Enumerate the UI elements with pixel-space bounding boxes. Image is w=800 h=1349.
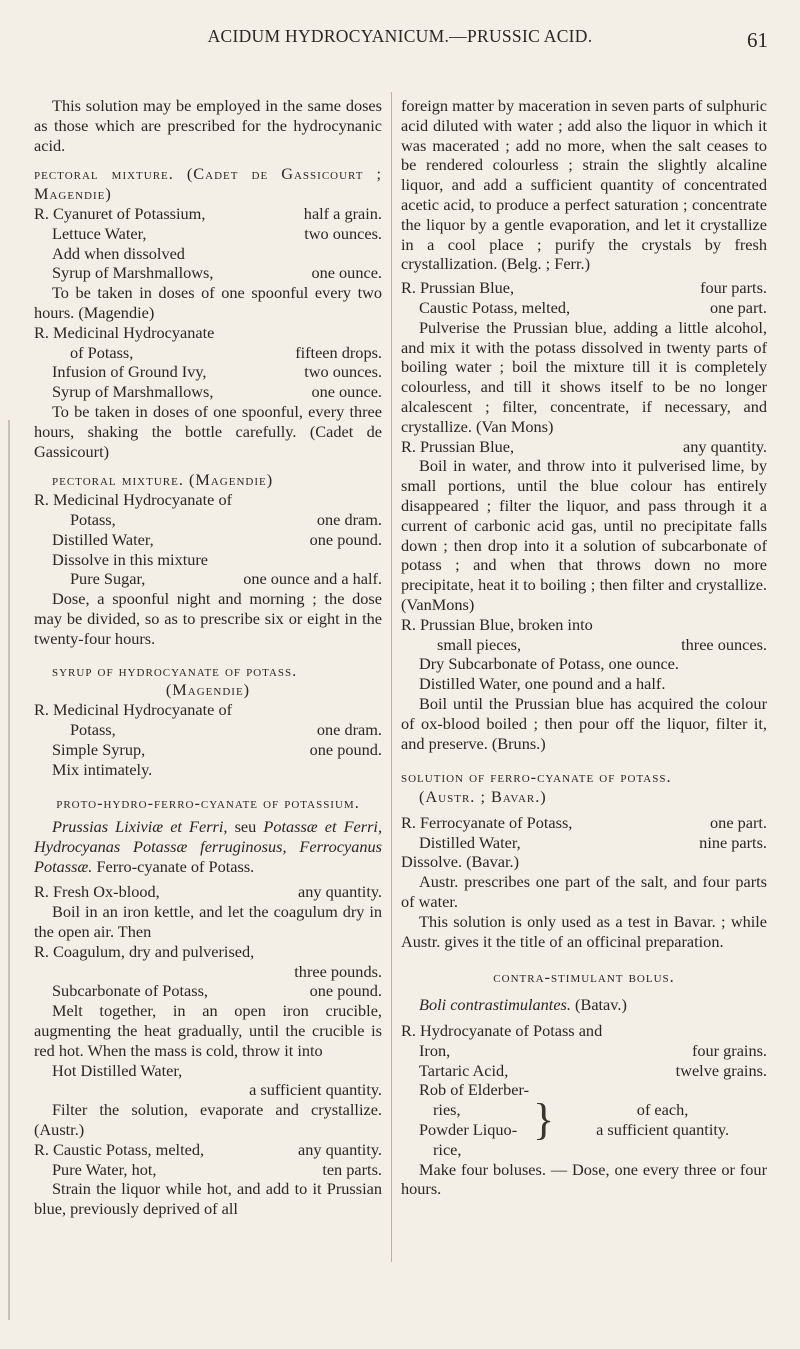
instruction-paragraph: Filter the solution, evaporate and crystallize. (Austr.) [34, 1100, 382, 1140]
heading-contra-stimulant: contra-stimulant bolus. [493, 967, 675, 987]
recipe-line: R. Fresh Ox-blood, any quantity. [34, 882, 382, 902]
recipe-line: Caustic Potass, melted, one part. [419, 297, 767, 317]
instruction-paragraph: Dose, a spoonful night and morning ; the dose may be divided, so as to prescribe six or eight in the twenty-four hours. [34, 589, 382, 648]
recipe-line: of Potass, fifteen drops. [70, 342, 382, 362]
instruction-line: Dissolve in this mixture [52, 549, 209, 569]
recipe-line: Lettuce Water, two ounces. [52, 223, 382, 243]
running-header: ACIDUM HYDROCYANICUM.—PRUSSIC ACID. [207, 26, 593, 46]
recipe-line: Pure Water, hot, ten parts. [52, 1159, 382, 1179]
page-edge-shadow [8, 420, 10, 1320]
instruction-paragraph: To be taken in doses of one spoonful every two hours. (Magendie) [34, 283, 382, 322]
instruction-paragraph: Boil until the Prussian blue has acquired the colour of ox-blood boiled ; then pour off the liquor, filter it, and preserve. (Bruns.) [401, 693, 767, 753]
recipe-line: Pure Sugar, one ounce and a half. [70, 569, 382, 589]
recipe-qty: three pounds. [294, 961, 382, 981]
instruction-paragraph: Austr. prescribes one part of the salt, and four parts of water. [401, 872, 767, 912]
instruction-paragraph: Pulverise the Prussian blue, adding a little alcohol, and mix it with the potass dissolved in twenty parts of boiling water ; boil the mixture till it is completely colourless, and till it shows itself to be no longer alcalescent ; filter, concentrate, if necessary, and crystallize. (Van Mons) [401, 317, 767, 436]
synonyms-paragraph: Prussias Lixiviæ et Ferri, seu Potassæ et Ferri, Hydrocyanas Potassæ ferruginosus, Ferrocyanus Potassæ. Ferro-cyanate of Potass. [34, 817, 383, 876]
recipe-line: R. Caustic Potass, melted, any quantity. [34, 1139, 382, 1159]
left-column [34, 96, 382, 1219]
recipe-line: R. Medicinal Hydrocyanate of [34, 490, 233, 510]
instruction-paragraph: Boil in water, and throw into it pulverised lime, by small portions, until the blue colour has entirely disappeared ; filter the liquor, and pass through it a current of carbonic acid gas, until no precipitate falls down ; then drop into it a solution of subcarbonate of potass ; and when that throws down no more precipitate, heat it to boiling ; then filter and crystallize. (VanMons) [401, 456, 767, 614]
recipe-line: R. Cyanuret of Potassium, half a grain. [34, 203, 382, 223]
recipe-line: R. Medicinal Hydrocyanate [34, 322, 215, 342]
instruction-paragraph: Melt together, in an open iron crucible, augmenting the heat gradually, until the crucible is red hot. When the mass is cold, throw it into [34, 1001, 382, 1060]
recipe-line: Dry Subcarbonate of Potass, one ounce. [419, 654, 679, 674]
recipe-line: Syrup of Marshmallows, one ounce. [52, 263, 382, 283]
intro-paragraph: This solution may be employed in the same doses as those which are prescribed for the hydrocynanic acid. [34, 96, 382, 155]
braced-recipe-group: Rob of Elderber- ries, Powder Liquo- rice, } of each, a sufficient quantity. [419, 1080, 730, 1159]
instruction-paragraph: This solution is only used as a test in Bavar. ; while Austr. gives it the title of an officinal preparation. [401, 911, 767, 951]
recipe-line: Syrup of Marshmallows, one ounce. [52, 382, 382, 402]
continued-paragraph: foreign matter by maceration in seven parts of sulphuric acid diluted with water ; add also the liquor in which it was macerated ; add no more, when the salt ceases to be rendered colourless ; strain the slightly alcaline liquor, and add a sufficient quantity of concentrated acetic acid, to produce a perfect saturation ; concentrate the liquor by a gentle evaporation, and let it crystallize in a cool place ; purify the crystals by fresh crystallization. (Belg. ; Ferr.) [401, 96, 767, 274]
recipe-line: R. Hydrocyanate of Potass and [401, 1021, 603, 1041]
recipe-line: Potass, one dram. [70, 509, 382, 529]
heading-solution: solution of ferro-cyanate of potass. [401, 767, 672, 787]
instruction-paragraph: To be taken in doses of one spoonful, every three hours, shaking the bottle carefully. (Cadet de Gassicourt) [34, 401, 382, 461]
page-number: 61 [747, 28, 768, 52]
column-divider [391, 92, 392, 1262]
recipe-line: R. Ferrocyanate of Potass, one part. [401, 812, 767, 832]
recipe-line: Potass, one dram. [70, 719, 382, 739]
recipe-line: R. Prussian Blue, broken into [401, 614, 593, 634]
brace-symbol: } [533, 1095, 555, 1145]
recipe-line: Distilled Water, one pound. [52, 529, 382, 549]
recipe-line: R. Coagulum, dry and pulverised, [34, 941, 255, 961]
recipe-line: Tartaric Acid, twelve grains. [419, 1060, 767, 1080]
recipe-line: R. Medicinal Hydrocyanate of [34, 700, 233, 720]
recipe-line: R. Prussian Blue, any quantity. [401, 436, 767, 456]
heading-solution-authors: (Austr. ; Bavar.) [419, 787, 547, 807]
right-column [401, 96, 767, 1199]
heading-syrup-author: (Magendie) [165, 680, 251, 700]
instruction-line: Add when dissolved [52, 243, 185, 263]
recipe-line: Simple Syrup, one pound. [52, 739, 382, 759]
recipe-line: Distilled Water, one pound and a half. [419, 674, 666, 694]
recipe-line: Hot Distilled Water, [52, 1060, 183, 1080]
heading-syrup: syrup of hydrocyanate of potass. [52, 660, 298, 680]
recipe-line: small pieces, three ounces. [437, 634, 767, 654]
recipe-line: Distilled Water, nine parts. [419, 832, 767, 852]
heading-proto-hydro: proto-hydro-ferro-cyanate of potassium. [56, 793, 360, 813]
recipe-qty: a sufficient quantity. [249, 1080, 382, 1100]
heading-pectoral-mixture-2: pectoral mixture. (Magendie) [52, 470, 274, 490]
instruction-paragraph: Boil in an iron kettle, and let the coagulum dry in the open air. Then [34, 902, 382, 942]
recipe-line: Subcarbonate of Potass, one pound. [52, 981, 382, 1001]
instruction-paragraph: Make four boluses. — Dose, one every three or four hours. [401, 1159, 767, 1199]
instruction-line: Mix intimately. [52, 759, 153, 779]
instruction-line: Dissolve. (Bavar.) [401, 852, 520, 872]
recipe-line: R. Prussian Blue, four parts. [401, 278, 767, 298]
instruction-paragraph: Strain the liquor while hot, and add to it Prussian blue, previously deprived of all [34, 1179, 382, 1219]
recipe-line: Infusion of Ground Ivy, two ounces. [52, 362, 382, 382]
heading-pectoral-mixture-1: pectoral mixture. (Cadet de Gassicourt ; Magendie) [34, 164, 382, 204]
heading-latin-name: Boli contrastimulantes. (Batav.) [419, 995, 627, 1015]
recipe-line: Iron, four grains. [419, 1040, 767, 1060]
